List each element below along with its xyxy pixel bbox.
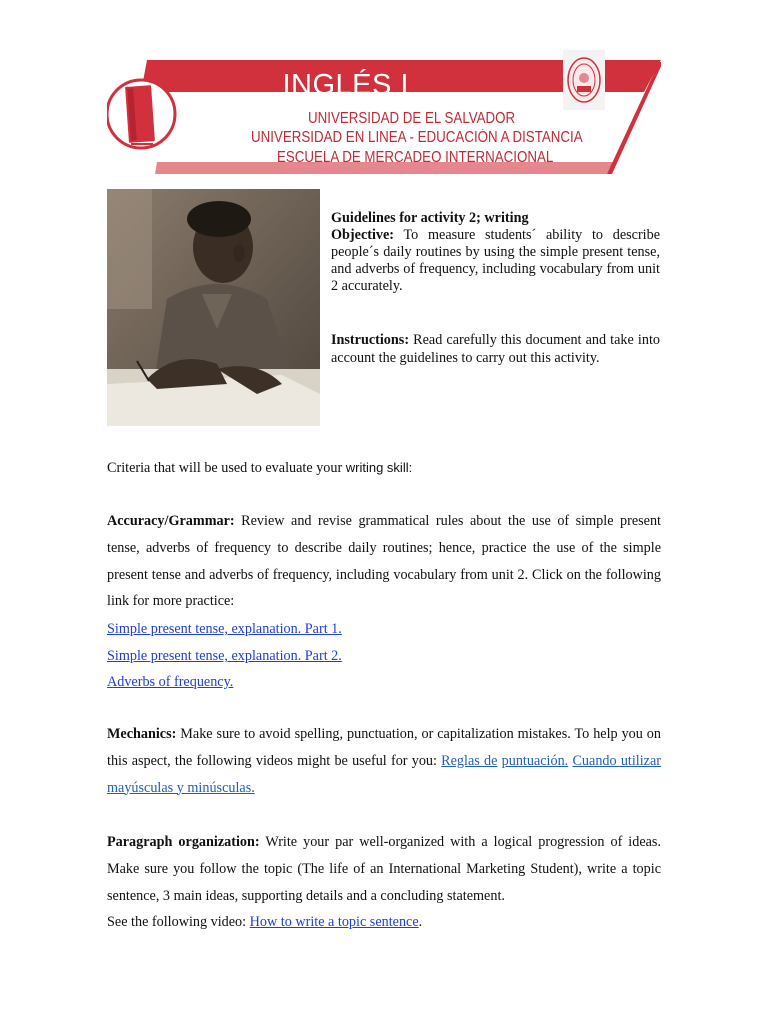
- objective-paragraph: [331, 227, 660, 295]
- university-seal: [563, 50, 605, 110]
- link-simple-present-part-2[interactable]: Simple present tense, explanation. Part 2.: [107, 648, 342, 664]
- guidelines-heading: Guidelines for activity 2; writing: [331, 210, 529, 226]
- intro-block: [331, 210, 660, 295]
- period: .: [418, 914, 423, 930]
- accuracy-label: Accuracy/Grammar:: [107, 513, 235, 529]
- accuracy-paragraph: [107, 508, 661, 615]
- paragraph-organization-label: Paragraph organization:: [107, 834, 260, 850]
- online-university-line: UNIVERSIDAD EN LINEA - EDUCACIÓN A DISTANCIA: [251, 129, 583, 146]
- link-adverbs-of-frequency[interactable]: Adverbs of frequency.: [107, 674, 234, 690]
- instructions-label: Instructions:: [331, 332, 410, 348]
- link-simple-present-part-1[interactable]: Simple present tense, explanation. Part 1.: [107, 621, 342, 637]
- see-video-line: [107, 909, 661, 936]
- paragraph-organization-text: Write your par well-organized with a logical progression of ideas. Make sure you follow the topic (The life of an International Marketing Student), write a topic sentence, 3 main ideas, supporting details and a concluding statement.: [107, 834, 661, 904]
- instructions-text: Read carefully this document and take into account the guidelines to carry out this activity.: [331, 332, 660, 366]
- university-name: UNIVERSIDAD DE EL SALVADOR: [308, 110, 516, 127]
- link-topic-sentence-video[interactable]: How to write a topic sentence: [249, 914, 419, 930]
- school-name: ESCUELA DE MERCADEO INTERNACIONAL: [277, 149, 554, 166]
- book-logo: [107, 80, 175, 148]
- paragraph-organization-paragraph: [107, 829, 661, 909]
- mechanics-paragraph: [107, 721, 661, 801]
- mechanics-text: Make sure to avoid spelling, punctuation, or capitalization mistakes. To help you on this aspect, the following videos might be useful for you:: [107, 726, 661, 769]
- instructions-paragraph: [331, 331, 660, 367]
- link-puntuacion[interactable]: puntuación.: [501, 752, 569, 769]
- criteria-line: [107, 455, 661, 482]
- criteria-skill: writing skill:: [345, 460, 413, 475]
- see-video-text: See the following video:: [107, 914, 250, 930]
- mechanics-label: Mechanics:: [107, 726, 177, 742]
- accuracy-text: Review and revise grammatical rules about the use of simple present tense, adverbs of frequency to describe daily routines; hence, practice the use of the simple present tense and adverbs of frequency, including vocabulary from unit 2. Click on the following link for more practice:: [107, 513, 661, 610]
- objective-label: Objective:: [331, 227, 395, 243]
- criteria-text: Criteria that will be used to evaluate your: [107, 460, 346, 476]
- link-reglas-de[interactable]: Reglas de: [441, 752, 498, 769]
- link-mayusculas-minusculas[interactable]: Cuando utilizar mayúsculas y minúsculas.: [107, 752, 662, 796]
- student-writing-photo: [107, 189, 320, 426]
- objective-text: To measure students´ ability to describe people´s daily routines by using the simple present tense, and adverbs of frequency, including vocabulary from unit 2 accurately.: [331, 227, 660, 294]
